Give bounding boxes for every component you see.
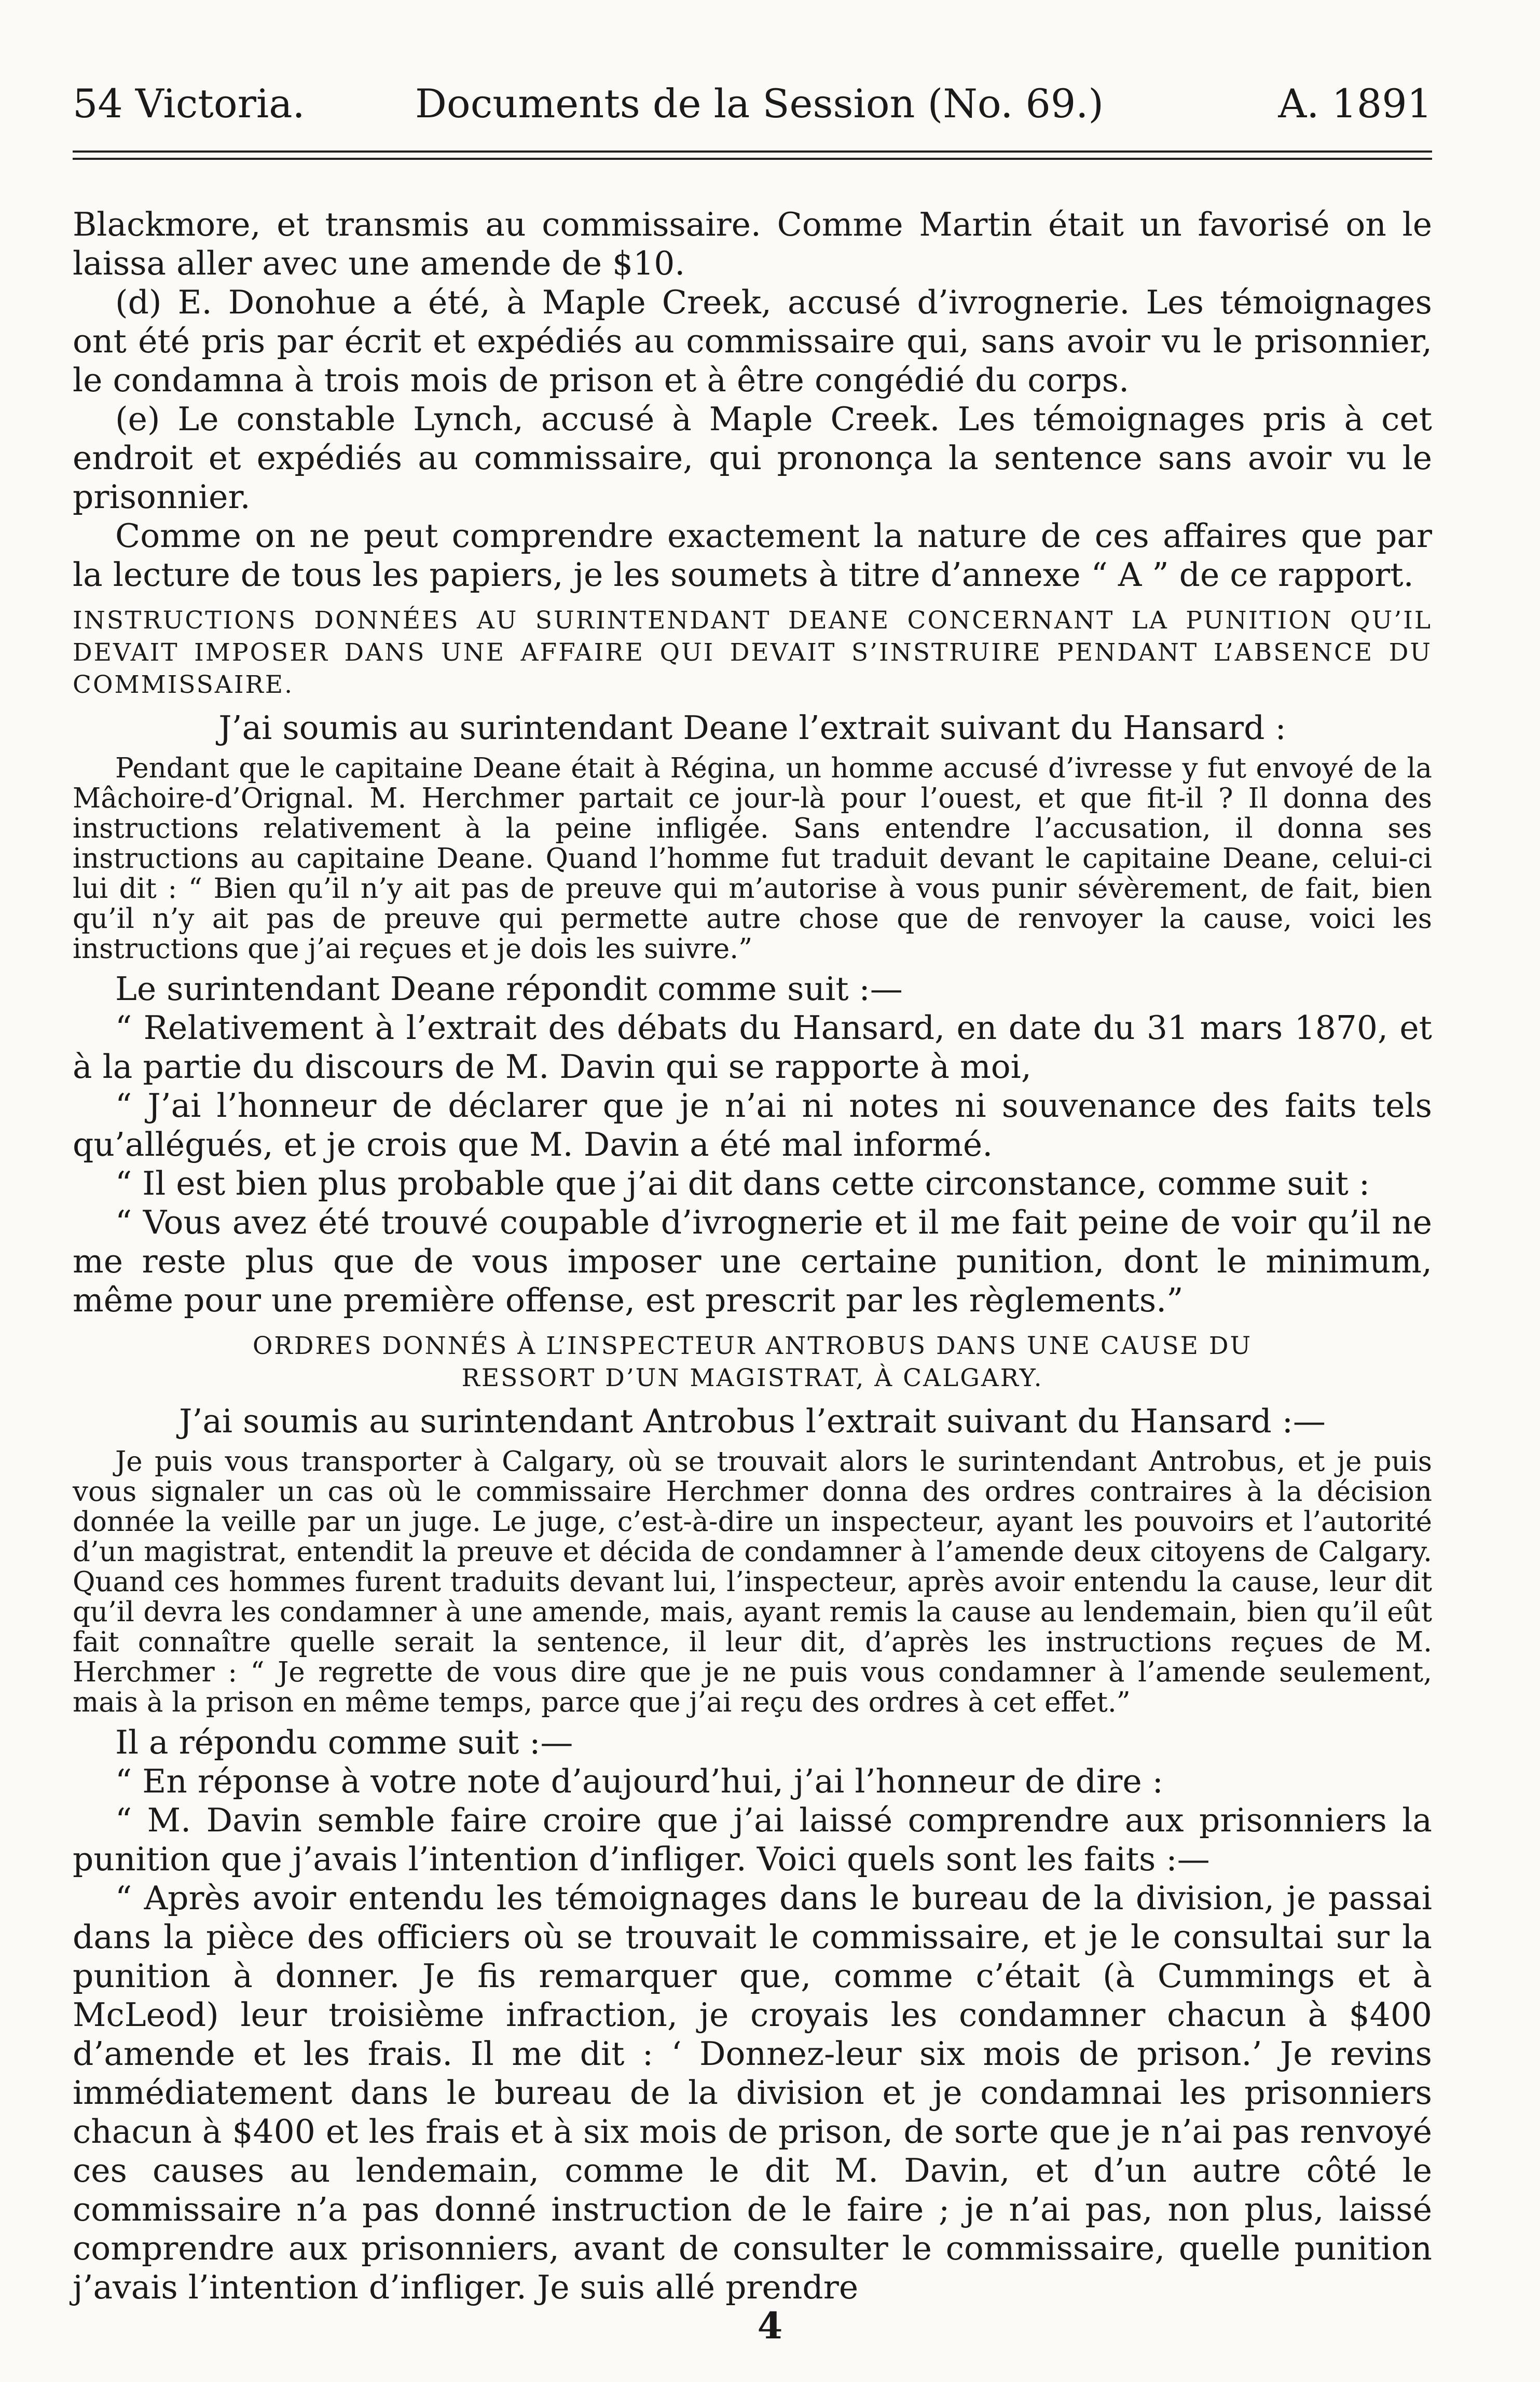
paragraph: “ En réponse à votre note d’aujourd’hui, j’ai l’honneur de dire :	[115, 1762, 1163, 1800]
hansard-quote: Pendant que le capitaine Deane était à Régina, un homme accusé d’ivresse y fut envoyé de la Mâchoire-d’Orignal. M. Herchmer partait ce jour-là pour l’ouest, et que fit-il ? Il donna des instructions relativement à la peine infligée. Sans entendre l’accusation, il donna ses instructions au capitaine Deane. Quand l’homme fut traduit devant le capitaine Deane, celui-ci lui dit : “ Bien qu’il n’y ait pas de preuve qui m’autorise à vous punir sévèrement, de fait, bien qu’il n’y ait pas de preuve qui permette autre chose que de renvoyer la cause, voici les instructions que j’ai reçues et je dois les suivre.”	[73, 752, 1432, 965]
header-rule-top	[73, 150, 1432, 153]
section-intro: J’ai soumis au surintendant Antrobus l’extrait suivant du Hansard :—	[179, 1402, 1326, 1440]
paragraph: “ M. Davin semble faire croire que j’ai laissé comprendre aux prisonniers la punition que j’avais l’intention d’infliger. Voici quels sont les faits :—	[73, 1801, 1432, 1878]
paragraph: (d) E. Donohue a été, à Maple Creek, accusé d’ivrognerie. Les témoignages ont été pris par écrit et expédiés au commissaire qui, sans avoir vu le prisonnier, le condamna à trois mois de prison et à être congédié du corps.	[73, 283, 1432, 399]
page-body	[73, 205, 1432, 2307]
paragraph: “ Relativement à l’extrait des débats du Hansard, en date du 31 mars 1870, et à la partie du discours de M. Davin qui se rapporte à moi,	[73, 1009, 1432, 1086]
page-number: 4	[757, 2304, 783, 2347]
paragraph: Comme on ne peut comprendre exactement la nature de ces affaires que par la lecture de tous les papiers, je les soumets à titre d’annexe “ A ” de ce rapport.	[73, 517, 1432, 594]
section-intro: J’ai soumis au surintendant Deane l’extrait suivant du Hansard :	[218, 709, 1286, 747]
header-rule-bottom	[73, 158, 1432, 160]
section-heading: INSTRUCTIONS DONNÉES AU SURINTENDANT DEANE CONCERNANT LA PUNITION QU’IL DEVAIT IMPOSER DANS UNE AFFAIRE QUI DEVAIT S’INSTRUIRE PENDANT L’ABSENCE DU COMMISSAIRE.	[73, 606, 1432, 699]
paragraph: Blackmore, et transmis au commissaire. Comme Martin était un favorisé on le laissa aller avec une amende de $10.	[73, 206, 1432, 282]
header-year: A. 1891	[1278, 80, 1432, 127]
paragraph: “ J’ai l’honneur de déclarer que je n’ai ni notes ni souvenance des faits tels qu’allégués, et je crois que M. Davin a été mal informé.	[73, 1087, 1432, 1163]
header-title: Documents de la Session (No. 69.)	[415, 80, 1104, 127]
paragraph: “ Après avoir entendu les témoignages dans le bureau de la division, je passai dans la pièce des officiers où se trouvait le commissaire, et je le consultai sur la punition à donner. Je fis remarquer que, comme c’était (à Cummings et à McLeod) leur troisième infraction, je croyais les condamner chacun à $400 d’amende et les frais. Il me dit : ‘ Donnez-leur six mois de prison.’ Je revins immédiatement dans le bureau de la division et je condamnai les prisonniers chacun à $400 et les frais et à six mois de prison, de sorte que je n’ai pas renvoyé ces causes au lendemain, comme le dit M. Davin, et d’un autre côté le commissaire n’a pas donné instruction de le faire ; je n’ai pas, non plus, laissé comprendre aux prisonniers, avant de consulter le commissaire, quelle punition j’avais l’intention d’infliger. Je suis allé prendre	[73, 1879, 1432, 2306]
paragraph: “ Vous avez été trouvé coupable d’ivrognerie et il me fait peine de voir qu’il ne me reste plus que de vous imposer une certaine punition, dont le minimum, même pour une première offense, est prescrit par les règlements.”	[73, 1203, 1432, 1319]
header-volume: 54 Victoria.	[73, 80, 305, 127]
paragraph: “ Il est bien plus probable que j’ai dit dans cette circonstance, comme suit :	[115, 1165, 1370, 1202]
section-heading: ORDRES DONNÉS À L’INSPECTEUR ANTROBUS DANS UNE CAUSE DU RESSORT D’UN MAGISTRAT, À CALGARY.	[252, 1332, 1253, 1392]
paragraph: Il a répondu comme suit :—	[115, 1723, 573, 1761]
paragraph: (e) Le constable Lynch, accusé à Maple Creek. Les témoignages pris à cet endroit et expédiés au commissaire, qui prononça la sentence sans avoir vu le prisonnier.	[73, 400, 1432, 516]
hansard-quote: Je puis vous transporter à Calgary, où se trouvait alors le surintendant Antrobus, et je puis vous signaler un cas où le commissaire Herchmer donna des ordres contraires à la décision donnée la veille par un juge. Le juge, c’est-à-dire un inspecteur, ayant les pouvoirs et l’autorité d’un magistrat, entendit la preuve et décida de condamner à l’amende deux citoyens de Calgary. Quand ces hommes furent traduits devant lui, l’inspecteur, après avoir entendu la cause, leur dit qu’il devra les condamner à une amende, mais, ayant remis la cause au lendemain, bien qu’il eût fait connaître quelle serait la sentence, il leur dit, d’après les instructions reçues de M. Herchmer : “ Je regrette de vous dire que je ne puis vous condamner à l’amende seulement, mais à la prison en même temps, parce que j’ai reçu des ordres à cet effet.”	[73, 1446, 1432, 1718]
paragraph: Le surintendant Deane répondit comme suit :—	[115, 970, 903, 1008]
running-header	[73, 78, 1432, 130]
